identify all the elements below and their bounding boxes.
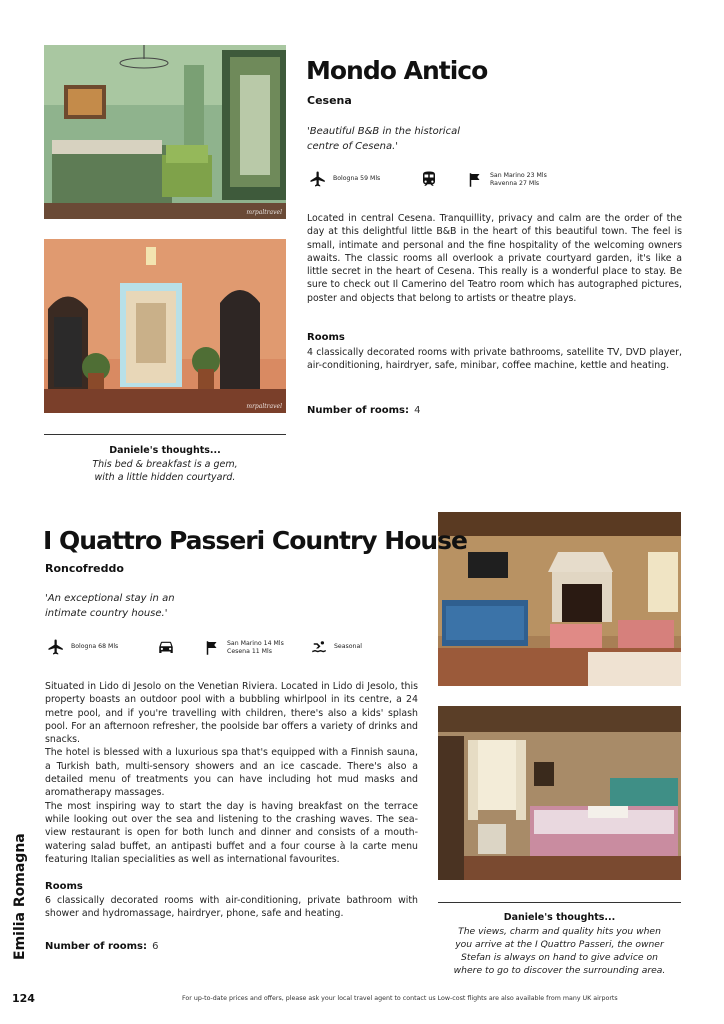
bedroom-photo xyxy=(44,45,286,219)
airport-info xyxy=(309,170,380,188)
airport-distance: Bologna 68 Mls xyxy=(71,643,119,650)
footer-note: For up-to-date prices and offers, please ask your local travel agent to contact us Low-cost flights are also available from many UK airports xyxy=(182,995,618,1002)
transport-info xyxy=(157,638,175,656)
thoughts-line: you arrive at the I Quattro Passeri, the owner xyxy=(455,939,664,950)
listing-title: Mondo Antico xyxy=(306,56,488,85)
rooms-heading: Rooms xyxy=(307,332,345,343)
distance-info xyxy=(466,171,547,189)
distance-line: Ravenna 27 Mls xyxy=(490,180,540,187)
thoughts-text xyxy=(44,458,286,484)
listing-description: Located in central Cesena. Tranquillity, privacy and calm are the order of the day at this delightful little B&B in the heart of this beautiful town. The feel is small, intimate and personal and the fine hospitality of the welcoming owners awaits. The classic rooms all overlook a private courtyard garden, it's like a little secret in the heart of Cesena. This really is a wonderful place to stay. Be sure to check out Il Camerino del Teatro room which has autographed pictures, poster and objects that belong to artists or theatre plays. xyxy=(307,213,682,304)
bedroom-photo-2 xyxy=(438,706,681,880)
rooms-heading: Rooms xyxy=(45,881,83,892)
listing-tagline: 'Beautiful B&B in the historical centre of Cesena.' xyxy=(307,126,460,152)
rooms-description: 4 classically decorated rooms with private bathrooms, satellite TV, DVD player, air-conditioning, hairdryer, safe, minibar, coffee machine, kettle and heating. xyxy=(307,347,682,372)
flag-icon xyxy=(203,639,221,657)
page-number: 124 xyxy=(12,992,35,1005)
thoughts-heading: Daniele's thoughts... xyxy=(109,445,221,456)
description-paragraph: The hotel is blessed with a luxurious spa that's equipped with a Finnish sauna, a Turkish bath, multi-sensory showers and an ice cascade. There's also a detailed menu of treatments you can have including hot mud masks and aromatherapy massages. xyxy=(45,747,418,799)
airport-info xyxy=(47,638,118,656)
listing-location: Cesena xyxy=(307,94,352,107)
train-icon xyxy=(420,170,438,188)
tagline-line: 'An exceptional stay in an xyxy=(45,593,175,604)
listing-title: I Quattro Passeri Country House xyxy=(43,526,468,555)
thoughts-line: where to go to discover the surrounding area. xyxy=(453,965,666,976)
room-count-value: 6 xyxy=(152,941,159,952)
thoughts-heading: Daniele's thoughts... xyxy=(503,912,616,923)
swimming-icon xyxy=(310,638,328,656)
listing-tagline xyxy=(45,591,175,621)
pool-season: Seasonal xyxy=(334,643,362,650)
thoughts-text xyxy=(436,925,683,977)
rooms-description: 6 classically decorated rooms with air-conditioning, private bathroom with shower and hydromassage, hairdryer, phone, safe and heating. xyxy=(45,895,418,920)
thoughts-line: Stefan is always on hand to give advice on xyxy=(461,952,658,963)
room-count-label: Number of rooms: xyxy=(307,405,410,416)
thoughts-line: This bed & breakfast is a gem, xyxy=(92,459,238,470)
distance-line: Cesena 11 Mls xyxy=(227,648,272,655)
thoughts-line: The views, charm and quality hits you when xyxy=(458,926,661,937)
airport-distance: Bologna 59 Mls xyxy=(333,175,381,182)
plane-icon xyxy=(309,170,327,188)
distance-line: San Marino 14 Mls xyxy=(227,640,284,647)
flag-icon xyxy=(466,171,484,189)
courtyard-photo xyxy=(44,239,286,413)
room-count-label: Number of rooms: xyxy=(45,941,148,952)
description-paragraph: Situated in Lido di Jesolo on the Venetian Riviera. Located in Lido di Jesolo, this property boasts an outdoor pool with a bubbling whirlpool in its centre, a 24 metre pool, and if you're travelling with children, there's also a kids' splash pool. For an afternoon refresher, the poolside bar offers a variety of drinks and snacks. xyxy=(45,681,418,746)
living-room-photo xyxy=(438,512,681,686)
photo-credit: mrpaltravel xyxy=(246,209,282,216)
tagline-line: intimate country house.' xyxy=(45,608,168,619)
region-label: Emilia Romagna xyxy=(12,833,28,960)
divider xyxy=(44,434,286,435)
plane-icon xyxy=(47,638,65,656)
description-paragraph: The most inspiring way to start the day is having breakfast on the terrace while looking out over the sea and listening to the crashing waves. The sea-view restaurant is open for both lunch and dinner and consists of a mouth-watering salad buffet, an antipasti buffet and a four course à la carte menu featuring Italian specialities as well as international favourites. xyxy=(45,800,418,865)
transport-info xyxy=(420,170,438,188)
distance-line: San Marino 23 Mls xyxy=(490,172,547,179)
divider xyxy=(438,902,681,903)
listing-location: Roncofreddo xyxy=(45,562,124,575)
distance-info xyxy=(203,639,284,657)
thoughts-line: with a little hidden courtyard. xyxy=(94,472,236,483)
photo-credit: mrpaltravel xyxy=(246,403,282,410)
listing-description xyxy=(45,680,418,866)
pool-info xyxy=(310,638,362,656)
room-count xyxy=(307,398,420,417)
room-count xyxy=(45,934,158,953)
room-count-value: 4 xyxy=(414,405,421,416)
car-icon xyxy=(157,638,175,656)
